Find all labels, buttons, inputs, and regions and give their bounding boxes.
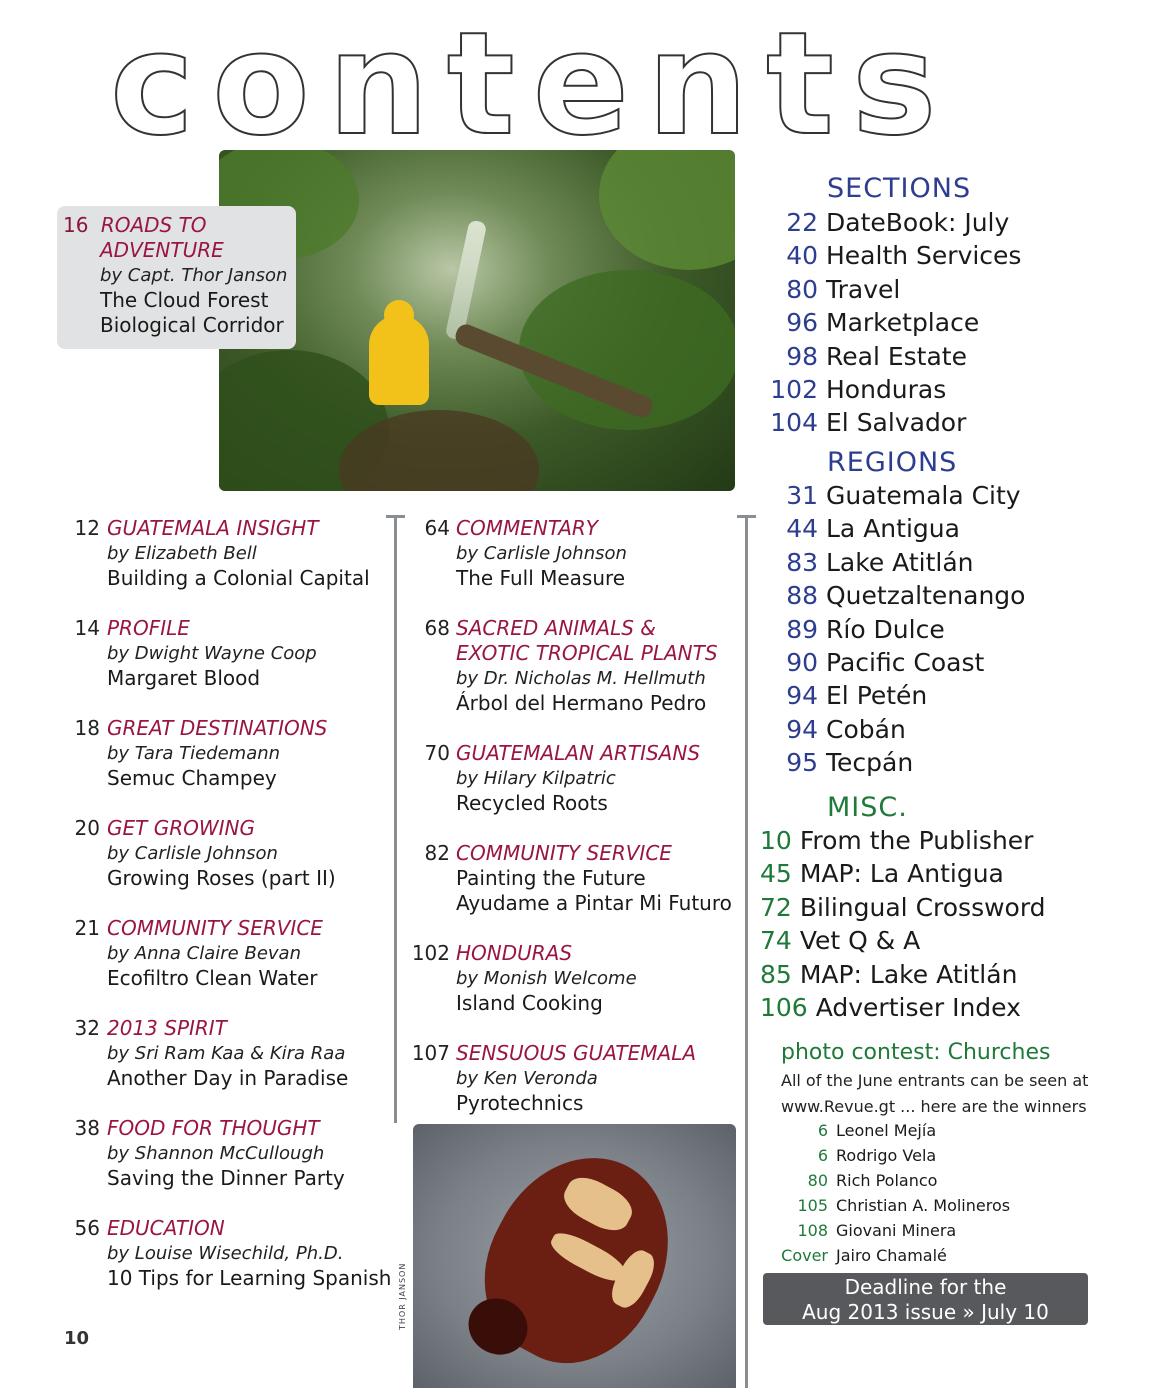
article-subtitle: Island Cooking (456, 991, 603, 1015)
contest-winner-page: 80 (807, 1171, 828, 1190)
misc-item-label: MAP: La Antigua (799, 859, 1004, 889)
contest-winner-page: 6 (817, 1146, 828, 1165)
regions-item-number: 89 (786, 614, 818, 644)
deadline-box (763, 1273, 1088, 1325)
article-title: GUATEMALAN ARTISANS (456, 741, 701, 765)
article-page-number: 102 (411, 941, 450, 965)
article-title: COMMUNITY SERVICE (107, 916, 323, 940)
contest-winner-page: 105 (797, 1196, 828, 1215)
article-title: COMMENTARY (456, 516, 598, 540)
sections-item-label: DateBook: July (826, 208, 1010, 237)
regions-item[interactable] (760, 581, 1025, 610)
contest-winner-page: Cover (781, 1246, 828, 1265)
article-subtitle: Margaret Blood (107, 666, 261, 690)
contest-winner-name: Jairo Chamalé (836, 1246, 947, 1265)
article-title: SENSUOUS GUATEMALA (456, 1041, 697, 1065)
sections-item-number: 80 (786, 274, 818, 304)
article-author: by Dwight Wayne Coop (107, 643, 317, 664)
article-title: GET GROWING (107, 816, 255, 840)
cloud-forest-photo (219, 150, 735, 491)
sections-item-label: Marketplace (826, 308, 980, 338)
misc-item[interactable] (760, 926, 920, 955)
article-lines (107, 1116, 345, 1191)
contest-winner-name: Giovani Minera (836, 1221, 957, 1240)
article-lines (456, 1041, 696, 1116)
contest-winner (760, 1246, 947, 1265)
misc-item[interactable] (760, 993, 1021, 1022)
article-subtitle-line2: Ayudame a Pintar Mi Futuro (456, 891, 732, 915)
regions-item[interactable] (760, 514, 960, 543)
regions-item[interactable] (760, 748, 913, 777)
article-author: by Carlisle Johnson (107, 843, 278, 864)
deadline-line2: Aug 2013 issue » July 10 (802, 1300, 1049, 1324)
contest-winner (760, 1196, 1010, 1215)
contest-winner-name: Rich Polanco (836, 1171, 938, 1190)
regions-item-label: Guatemala City (826, 481, 1021, 510)
article-author: by Louise Wisechild, Ph.D. (107, 1243, 344, 1264)
article-lines (107, 516, 370, 591)
article-lines (456, 516, 627, 591)
misc-item-label: Advertiser Index (815, 993, 1021, 1022)
regions-item-label: La Antigua (826, 514, 960, 544)
article-author: by Carlisle Johnson (456, 543, 627, 564)
regions-item-number: 88 (786, 581, 818, 611)
contest-winner (760, 1171, 937, 1190)
contest-winner-name: Leonel Mejía (836, 1121, 937, 1140)
contest-winner (760, 1146, 936, 1165)
regions-item-number: 90 (786, 648, 818, 677)
regions-item[interactable] (760, 481, 1021, 510)
article-page-number: 70 (424, 741, 450, 765)
article-lines (107, 1216, 391, 1291)
regions-item-label: Río Dulce (826, 614, 945, 644)
misc-heading: MISC. (827, 792, 908, 823)
misc-item[interactable] (760, 826, 1033, 855)
article-author: by Sri Ram Kaa & Kira Raa (107, 1043, 346, 1064)
regions-item[interactable] (760, 548, 974, 577)
sections-item[interactable] (760, 241, 1021, 270)
regions-item[interactable] (760, 681, 927, 710)
article-lines (456, 941, 637, 1016)
sections-item[interactable] (760, 375, 946, 404)
contest-winner-name: Christian A. Molineros (836, 1196, 1011, 1215)
photo-contest-desc-line2: www.Revue.gt ... here are the winners (781, 1097, 1087, 1116)
article-lines (107, 716, 327, 791)
article-subtitle: Saving the Dinner Party (107, 1166, 345, 1190)
column-divider-right (745, 515, 748, 1388)
article-title: FOOD FOR THOUGHT (107, 1116, 320, 1140)
sections-item-number: 96 (786, 308, 818, 338)
article-author: by Shannon McCullough (107, 1143, 325, 1164)
article-title-line2: EXOTIC TROPICAL PLANTS (456, 641, 718, 665)
article-subtitle: 10 Tips for Learning Spanish (107, 1266, 392, 1290)
article-author: by Elizabeth Bell (107, 543, 257, 564)
article-title: GUATEMALA INSIGHT (107, 516, 319, 540)
article-lines (107, 816, 336, 891)
regions-item-number: 31 (786, 481, 818, 510)
sections-item[interactable] (760, 308, 979, 337)
contest-winner (760, 1121, 936, 1140)
article-subtitle: Growing Roses (part II) (107, 866, 336, 890)
contents-title (110, 15, 1050, 145)
article-title: EDUCATION (107, 1216, 225, 1240)
deadline-line1: Deadline for the (844, 1275, 1007, 1299)
article-title: SACRED ANIMALS & (456, 616, 656, 640)
article-title: HONDURAS (456, 941, 573, 965)
regions-item[interactable] (760, 615, 945, 644)
regions-item-label: Cobán (826, 714, 906, 744)
article-subtitle: Pyrotechnics (456, 1091, 584, 1115)
regions-item[interactable] (760, 715, 906, 744)
feature-subtitle-line2: Biological Corridor (100, 313, 284, 337)
article-page-number: 38 (74, 1116, 100, 1140)
article-page-number: 14 (74, 616, 100, 640)
misc-item-number: 85 (760, 959, 792, 989)
sections-item-label: Health Services (826, 241, 1022, 271)
misc-item-label: From the Publisher (799, 826, 1034, 855)
article-page-number: 56 (74, 1216, 100, 1240)
contest-winner-page: 108 (797, 1221, 828, 1240)
feature-title-line1: ROADS TO (100, 213, 207, 237)
sections-item[interactable] (760, 408, 966, 437)
article-subtitle: Another Day in Paradise (107, 1066, 349, 1090)
regions-item-label: Lake Atitlán (826, 547, 974, 577)
article-author: by Dr. Nicholas M. Hellmuth (456, 668, 706, 689)
photo-contest-description (781, 1068, 1101, 1120)
feature-author: by Capt. Thor Janson (100, 265, 288, 286)
article-lines (456, 741, 700, 816)
article-subtitle: Building a Colonial Capital (107, 566, 370, 590)
article-page-number: 21 (74, 916, 100, 940)
sections-item[interactable] (760, 342, 967, 371)
feature-subtitle-line1: The Cloud Forest (100, 288, 269, 312)
sections-item-number: 98 (786, 341, 818, 371)
misc-item-number: 74 (760, 926, 792, 956)
sections-item-number: 22 (786, 208, 818, 237)
photo-contest-desc-line1: All of the June entrants can be seen at (781, 1071, 1089, 1090)
sections-heading: SECTIONS (827, 173, 972, 204)
sections-item[interactable] (760, 275, 900, 304)
feature-page-number: 16 (63, 213, 89, 237)
article-subtitle: The Full Measure (456, 566, 626, 590)
feature-entry[interactable] (63, 213, 287, 338)
regions-item-number: 83 (786, 547, 818, 577)
contest-winner-page: 6 (817, 1121, 828, 1140)
misc-item-number: 72 (760, 892, 792, 922)
sections-item-number: 104 (770, 408, 818, 438)
regions-item[interactable] (760, 648, 984, 677)
article-author: by Hilary Kilpatric (456, 768, 616, 789)
article-page-number: 32 (74, 1016, 100, 1040)
article-author: by Anna Claire Bevan (107, 943, 301, 964)
article-lines (107, 1016, 348, 1091)
article-author: by Tara Tiedemann (107, 743, 281, 764)
article-author: by Ken Veronda (456, 1068, 598, 1089)
article-page-number: 64 (424, 516, 450, 540)
misc-item-label: Bilingual Crossword (799, 892, 1046, 922)
sections-item-number: 102 (770, 375, 818, 404)
article-subtitle: Ecofiltro Clean Water (107, 966, 318, 990)
article-page-number: 107 (411, 1041, 450, 1065)
beetle-photo (413, 1124, 736, 1388)
misc-item-number: 45 (760, 859, 792, 889)
regions-item-number: 95 (786, 748, 818, 778)
article-title: 2013 SPIRIT (107, 1016, 227, 1040)
article-title: GREAT DESTINATIONS (107, 716, 328, 740)
sections-item-label: Real Estate (826, 341, 967, 371)
contest-winner (760, 1221, 956, 1240)
misc-item-number: 10 (760, 826, 792, 855)
misc-item-label: MAP: Lake Atitlán (799, 959, 1018, 989)
sections-item-label: El Salvador (826, 408, 967, 438)
misc-item[interactable] (760, 859, 1004, 888)
article-lines (107, 616, 317, 691)
sections-item[interactable] (760, 208, 1009, 237)
regions-item-label: Tecpán (826, 748, 914, 778)
sections-item-number: 40 (786, 241, 818, 271)
article-page-number: 18 (74, 716, 100, 740)
misc-item-label: Vet Q & A (799, 926, 921, 956)
page-number: 10 (64, 1328, 90, 1349)
article-page-number: 68 (424, 616, 450, 640)
article-author: by Monish Welcome (456, 968, 637, 989)
article-lines (456, 841, 732, 916)
article-lines (107, 916, 323, 991)
photo-contest-title: photo contest: Churches (781, 1040, 1051, 1065)
contents-title-text: contents (110, 15, 955, 145)
article-subtitle: Recycled Roots (456, 791, 608, 815)
article-page-number: 20 (74, 816, 100, 840)
article-subtitle: Semuc Champey (107, 766, 277, 790)
article-title: COMMUNITY SERVICE (456, 841, 672, 865)
feature-title-line2: ADVENTURE (100, 238, 224, 262)
regions-item-number: 44 (786, 514, 818, 544)
regions-heading: REGIONS (827, 447, 958, 478)
sections-item-label: Honduras (826, 375, 947, 404)
column-divider-left (394, 515, 397, 1123)
article-page-number: 82 (424, 841, 450, 865)
misc-item-number: 106 (760, 993, 808, 1022)
contest-winner-name: Rodrigo Vela (836, 1146, 937, 1165)
article-lines (456, 616, 718, 716)
sections-item-label: Travel (826, 274, 901, 304)
regions-item-label: Pacific Coast (826, 648, 985, 677)
article-subtitle: Painting the Future (456, 866, 646, 890)
article-page-number: 12 (74, 516, 100, 540)
article-subtitle: Árbol del Hermano Pedro (456, 691, 707, 715)
article-title: PROFILE (107, 616, 190, 640)
photo-credit: THOR JANSON (398, 1262, 407, 1330)
regions-item-label: El Petén (826, 681, 928, 711)
misc-item[interactable] (760, 960, 1017, 989)
regions-item-label: Quetzaltenango (826, 581, 1026, 611)
regions-item-number: 94 (786, 714, 818, 744)
misc-item[interactable] (760, 893, 1046, 922)
regions-item-number: 94 (786, 681, 818, 711)
